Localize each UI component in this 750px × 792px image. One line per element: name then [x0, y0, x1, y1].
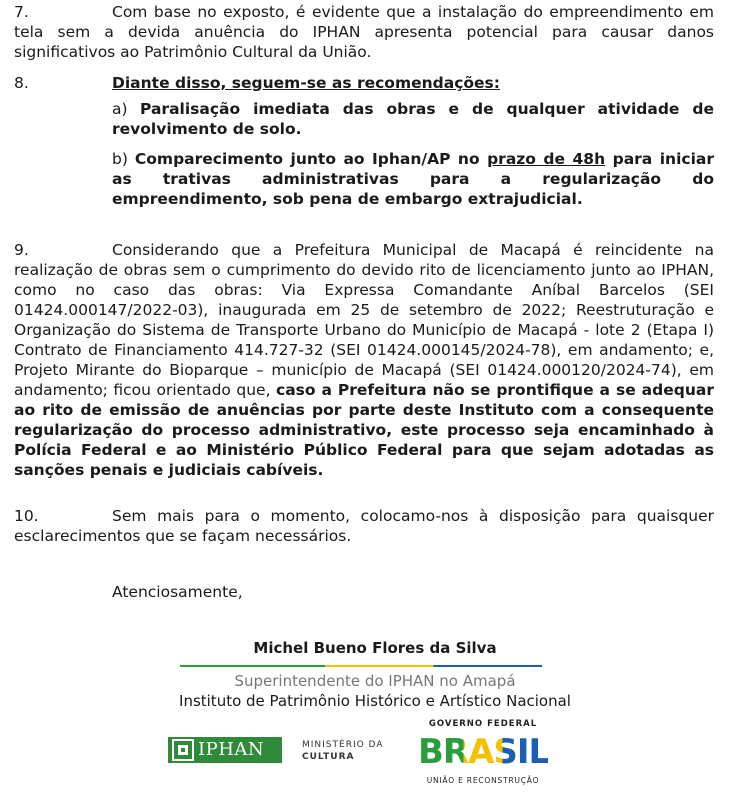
governo-federal-logo	[418, 714, 548, 788]
iphan-logo	[168, 737, 282, 763]
recommendation-b	[112, 149, 714, 209]
paragraph-8-heading	[14, 73, 714, 93]
ministerio-line1: MINISTÉRIO DA	[302, 740, 384, 750]
paragraph-number: 10.	[14, 507, 39, 525]
paragraph-text-bold: caso a Prefeitura não se prontifique a se adequar ao rito de emissão de anuências por parte deste Instituto com a consequente regularização do processo administrativo, este processo seja encaminhado à Polícia Federal e ao Ministério Público Federal para que sejam adotadas as sanções penais e judiciais cabíveis.	[14, 381, 714, 479]
paragraph-text: Com base no exposto, é evidente que a instalação do empreendimento em tela sem a devida anuência do IPHAN apresenta potencial para causar danos significativos ao Patrimônio Cultural da União.	[14, 3, 714, 61]
recommendation-a	[112, 99, 714, 139]
signer-institution: Instituto de Patrimônio Histórico e Artístico Nacional	[179, 692, 571, 710]
iphan-wordmark: IPHAN	[198, 739, 265, 760]
item-label: a)	[112, 100, 128, 118]
signer-name: Michel Bueno Flores da Silva	[253, 639, 497, 657]
signer-role: Superintendente do IPHAN no Amapá	[234, 672, 516, 690]
closing: Atenciosamente,	[112, 583, 243, 601]
paragraph-9	[14, 240, 714, 480]
paragraph-text: Considerando que a Prefeitura Municipal de Macapá é reincidente na realização de obras sem o cumprimento do devido rito de licenciamento junto ao IPHAN, como no caso das obras: Via Expressa Comandante Aníbal Barcelos (SEI 01424.000147/2022-03), inaugurada em 25 de setembro de 2022; Reestruturação e Organização do Sistema de Transporte Urbano do Município de Macapá - lote 2 (Etapa I) Contrato de Financiamento 414.727-32 (SEI 01424.000145/2024-78), em andamento; e, Projeto Mirante do Bioparque – município de Macapá (SEI 01424.000120/2024-74), em andamento; ficou orientado que,	[14, 241, 714, 399]
item-text-part2: para iniciar as trativas administrativas para a regularização do empreendimento, sob pena de embargo extrajudicial.	[112, 150, 715, 208]
paragraph-number: 8.	[14, 74, 29, 92]
item-text: Paralisação imediata das obras e de qualquer atividade de revolvimento de solo.	[112, 100, 714, 138]
paragraph-10	[14, 506, 714, 546]
signature-rule	[180, 665, 542, 667]
paragraph-7	[14, 2, 714, 62]
ministerio-line2: CULTURA	[302, 752, 355, 762]
paragraph-number: 9.	[14, 241, 29, 259]
recommendations-heading: Diante disso, seguem-se as recomendações:	[112, 74, 500, 92]
item-text-part1: Comparecimento junto ao Iphan/AP no	[134, 150, 488, 168]
gov-bottom-text: UNIÃO E RECONSTRUÇÃO	[426, 776, 540, 785]
deadline-text: prazo de 48h	[487, 150, 606, 168]
gov-top-text: GOVERNO FEDERAL	[428, 719, 538, 729]
item-label: b)	[112, 150, 128, 168]
paragraph-text: Sem mais para o momento, colocamo-nos à disposição para quaisquer esclarecimentos que se façam necessários.	[14, 507, 714, 545]
iphan-emblem-icon	[170, 737, 196, 763]
ministerio-logo	[302, 739, 383, 763]
paragraph-number: 7.	[14, 3, 29, 21]
gov-main-wordmark: BRASIL	[418, 732, 550, 772]
